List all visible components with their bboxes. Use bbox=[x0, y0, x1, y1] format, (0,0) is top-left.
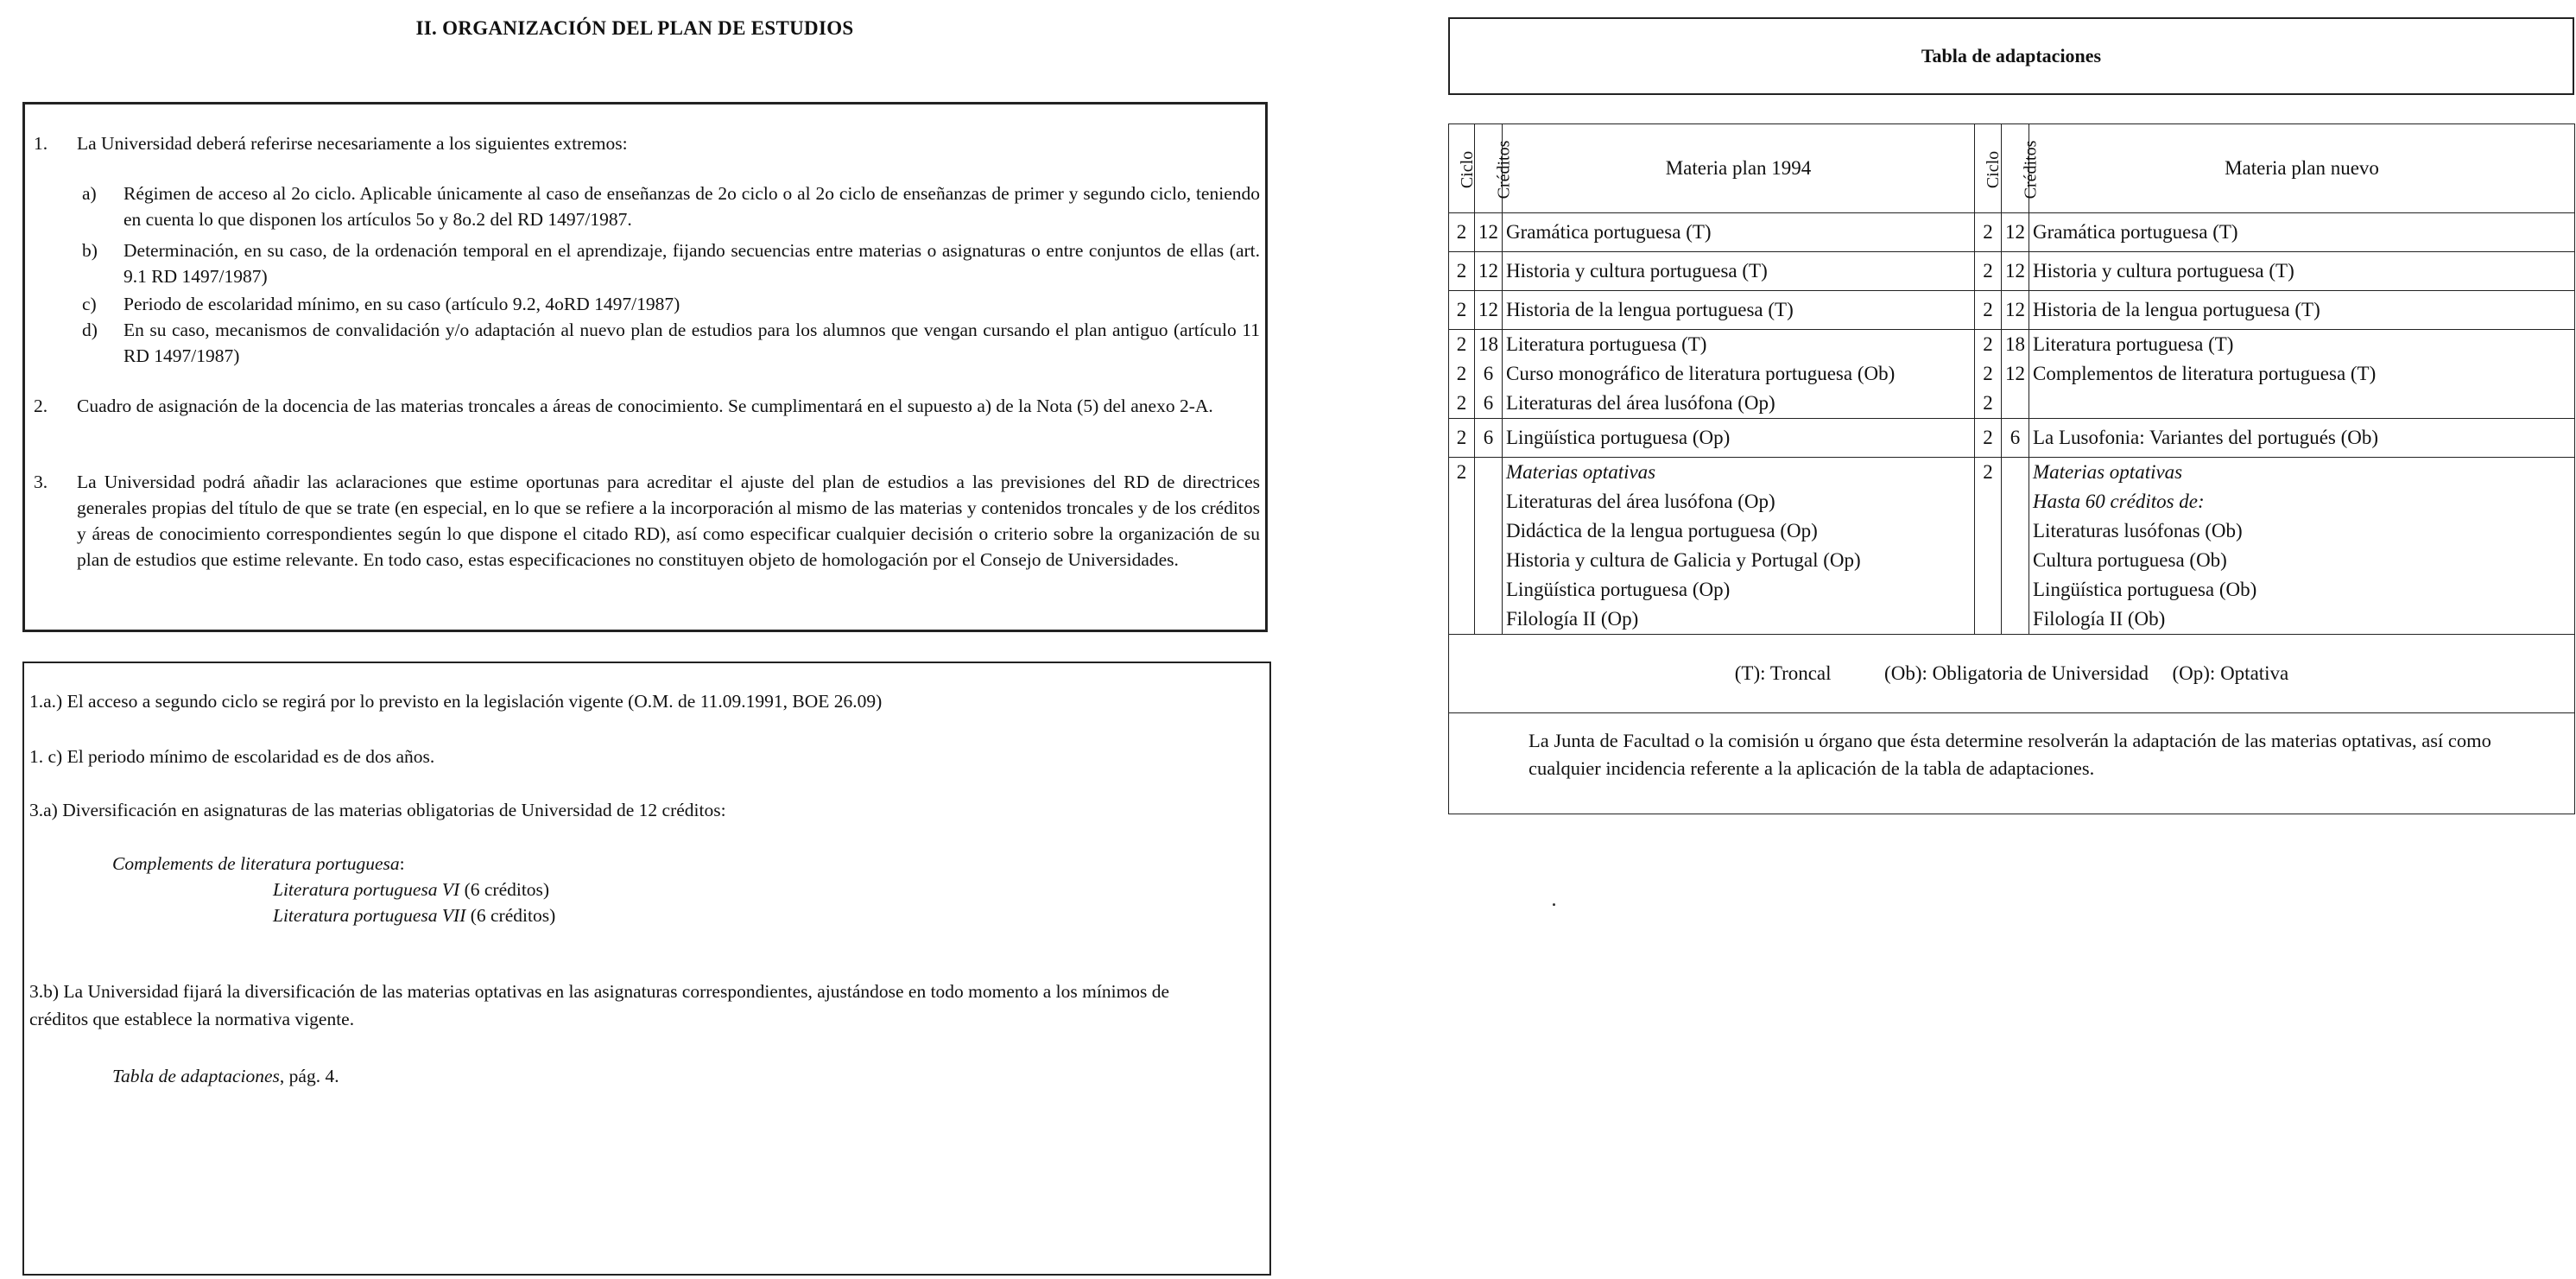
table-row bbox=[1449, 419, 2575, 458]
cell-creditos bbox=[1475, 458, 1503, 635]
adaptation-note: La Junta de Facultad o la comisión u órgano que ésta determine resolverán la adaptación de las materias optativas, así como cualquier incidencia referente a la aplicación de la tabla de adaptaciones. bbox=[1449, 713, 2575, 814]
note-3b: 3.b) La Universidad fijará la diversificación de las materias optativas en las asignaturas correspondientes, ajustándose en todo momento a los mínimos de créditos que establece la normativa vigente. bbox=[29, 981, 1170, 1029]
cell-materia-new: Literatura portuguesa (T) Complementos de literatura portuguesa (T) bbox=[2029, 330, 2575, 419]
cell-creditos: 12 bbox=[2002, 252, 2029, 291]
cell-ciclo: 2 bbox=[1449, 419, 1475, 458]
sub-a-label: a) bbox=[82, 183, 97, 204]
cell-materia-new: Materias optativas Hasta 60 créditos de: Literaturas lusófonas (Ob) Cultura portuguesa (Ob) Lingüística portuguesa (Ob) Filología II (Ob) bbox=[2029, 458, 2575, 635]
cell-ciclo: 2 bbox=[1449, 458, 1475, 635]
sub-d-label: d) bbox=[82, 320, 98, 340]
legend-row bbox=[1449, 635, 2575, 713]
col-creditos-old: Créditos bbox=[1475, 124, 1503, 213]
cell-materia-old: Gramática portuguesa (T) bbox=[1503, 213, 1975, 252]
table-reference: Tabla de adaptaciones, pág. 4. bbox=[112, 1066, 339, 1086]
legend: (T): Troncal (Ob): Obligatoria de Universidad (Op): Optativa bbox=[1449, 635, 2575, 713]
sub-c-label: c) bbox=[82, 294, 97, 314]
sub-c-text: Periodo de escolaridad mínimo, en su caso (artículo 9.2, 4oRD 1497/1987) bbox=[123, 294, 680, 314]
adaptations-header: Tabla de adaptaciones bbox=[1448, 17, 2574, 95]
cell-creditos: 12 bbox=[2002, 291, 2029, 330]
col-ciclo-old: Ciclo bbox=[1449, 124, 1475, 213]
cell-creditos: 12 bbox=[1475, 291, 1503, 330]
cell-creditos: 12 bbox=[2002, 213, 2029, 252]
col-creditos-new: Créditos bbox=[2002, 124, 2029, 213]
item-1-number: 1. bbox=[34, 133, 48, 154]
sub-b-text: Determinación, en su caso, de la ordenación temporal en el aprendizaje, fijando secuencias entre materias o asignaturas o entre conjuntos de ellas (art. 9.1 RD 1497/1987) bbox=[123, 240, 1260, 287]
cell-creditos: 18 6 6 bbox=[1475, 330, 1503, 419]
item-2-text: Cuadro de asignación de la docencia de las materias troncales a áreas de conocimiento. Se cumplimentará en el supuesto a) de la Nota (5) del anexo 2-A. bbox=[77, 396, 1213, 416]
cell-materia-old: Historia y cultura portuguesa (T) bbox=[1503, 252, 1975, 291]
table-row-optativas bbox=[1449, 458, 2575, 635]
col-materia-1994: Materia plan 1994 bbox=[1503, 124, 1975, 213]
cell-ciclo: 2 bbox=[1449, 213, 1475, 252]
cell-ciclo: 2 bbox=[1975, 213, 2002, 252]
sub-d-text: En su caso, mecanismos de convalidación y/o adaptación al nuevo plan de estudios para los alumnos que vengan cursando el plan antiguo (artículo 11 RD 1497/1987) bbox=[123, 320, 1260, 366]
col-ciclo-new: Ciclo bbox=[1975, 124, 2002, 213]
cell-ciclo: 2 bbox=[1975, 419, 2002, 458]
cell-creditos: 12 bbox=[1475, 213, 1503, 252]
notes-box bbox=[22, 662, 1271, 1276]
note-3a: 3.a) Diversificación en asignaturas de las materias obligatorias de Universidad de 12 créditos: bbox=[29, 800, 726, 820]
cell-creditos: 12 bbox=[1475, 252, 1503, 291]
cell-creditos: 6 bbox=[1475, 419, 1503, 458]
cell-materia-new: La Lusofonia: Variantes del portugués (Ob) bbox=[2029, 419, 2575, 458]
table-header-row bbox=[1449, 124, 2575, 213]
page-title: II. ORGANIZACIÓN DEL PLAN DE ESTUDIOS bbox=[415, 17, 854, 39]
item-3-number: 3. bbox=[34, 472, 48, 492]
item-3-text: La Universidad podrá añadir las aclaraciones que estime oportunas para acreditar el ajuste del plan de estudios a las previsiones del RD de directrices generales propias del título de que se trate (en especial, en lo que se refiere a la incorporación al mismo de las materias y contenidos troncales y de los créditos y áreas de conocimiento correspondientes según lo que dispone el citado RD), así como especificar cualquier decisión o criterio sobre la organización de su plan de estudios que estime relevante. En todo caso, estas especificaciones no constituyen objeto de homologación por el Consejo de Universidades. bbox=[77, 472, 1260, 570]
sub-a-text: Régimen de acceso al 2o ciclo. Aplicable únicamente al caso de enseñanzas de 2o ciclo o al 2o ciclo de enseñanzas de primer y segundo ciclo, teniendo en cuenta lo que disponen los artículos 5o y 8o.2 del RD 1497/1987. bbox=[123, 183, 1260, 230]
table-row bbox=[1449, 291, 2575, 330]
sub-b-label: b) bbox=[82, 240, 98, 261]
cell-materia-old: Lingüística portuguesa (Op) bbox=[1503, 419, 1975, 458]
cell-ciclo: 2 bbox=[1449, 252, 1475, 291]
subject-lit6: Literatura portuguesa VI (6 créditos) bbox=[273, 879, 550, 900]
stray-dot bbox=[1553, 903, 1555, 906]
cell-materia-new: Gramática portuguesa (T) bbox=[2029, 213, 2575, 252]
item-1-text: La Universidad deberá referirse necesariamente a los siguientes extremos: bbox=[77, 133, 628, 154]
col-materia-nuevo: Materia plan nuevo bbox=[2029, 124, 2575, 213]
cell-materia-new: Historia de la lengua portuguesa (T) bbox=[2029, 291, 2575, 330]
table-row bbox=[1449, 252, 2575, 291]
note-row bbox=[1449, 713, 2575, 814]
table-row-group bbox=[1449, 330, 2575, 419]
cell-ciclo: 2 bbox=[1975, 291, 2002, 330]
complements-title: Complements de literatura portuguesa: bbox=[112, 853, 405, 874]
note-1a: 1.a.) El acceso a segundo ciclo se regirá por lo previsto en la legislación vigente (O.M. de 11.09.1991, BOE 26.09) bbox=[29, 691, 883, 712]
subject-lit7: Literatura portuguesa VII (6 créditos) bbox=[273, 905, 556, 926]
cell-ciclo: 2 bbox=[1449, 291, 1475, 330]
adaptations-table bbox=[1448, 123, 2575, 814]
cell-creditos: 18 12 bbox=[2002, 330, 2029, 419]
note-1c: 1. c) El periodo mínimo de escolaridad es de dos años. bbox=[29, 746, 435, 767]
item-2-number: 2. bbox=[34, 396, 48, 416]
cell-ciclo: 2 2 2 bbox=[1449, 330, 1475, 419]
cell-ciclo: 2 bbox=[1975, 458, 2002, 635]
cell-ciclo: 2 2 2 bbox=[1975, 330, 2002, 419]
table-row bbox=[1449, 213, 2575, 252]
cell-ciclo: 2 bbox=[1975, 252, 2002, 291]
instructions-box bbox=[22, 102, 1268, 632]
cell-materia-old: Literatura portuguesa (T) Curso monográfico de literatura portuguesa (Ob) Literaturas del área lusófona (Op) bbox=[1503, 330, 1975, 419]
cell-materia-old: Materias optativas Literaturas del área lusófona (Op) Didáctica de la lengua portuguesa (Op) Historia y cultura de Galicia y Portugal (Op) Lingüística portuguesa (Op) Filología II (Op) bbox=[1503, 458, 1975, 635]
cell-creditos bbox=[2002, 458, 2029, 635]
cell-materia-new: Historia y cultura portuguesa (T) bbox=[2029, 252, 2575, 291]
cell-creditos: 6 bbox=[2002, 419, 2029, 458]
cell-materia-old: Historia de la lengua portuguesa (T) bbox=[1503, 291, 1975, 330]
